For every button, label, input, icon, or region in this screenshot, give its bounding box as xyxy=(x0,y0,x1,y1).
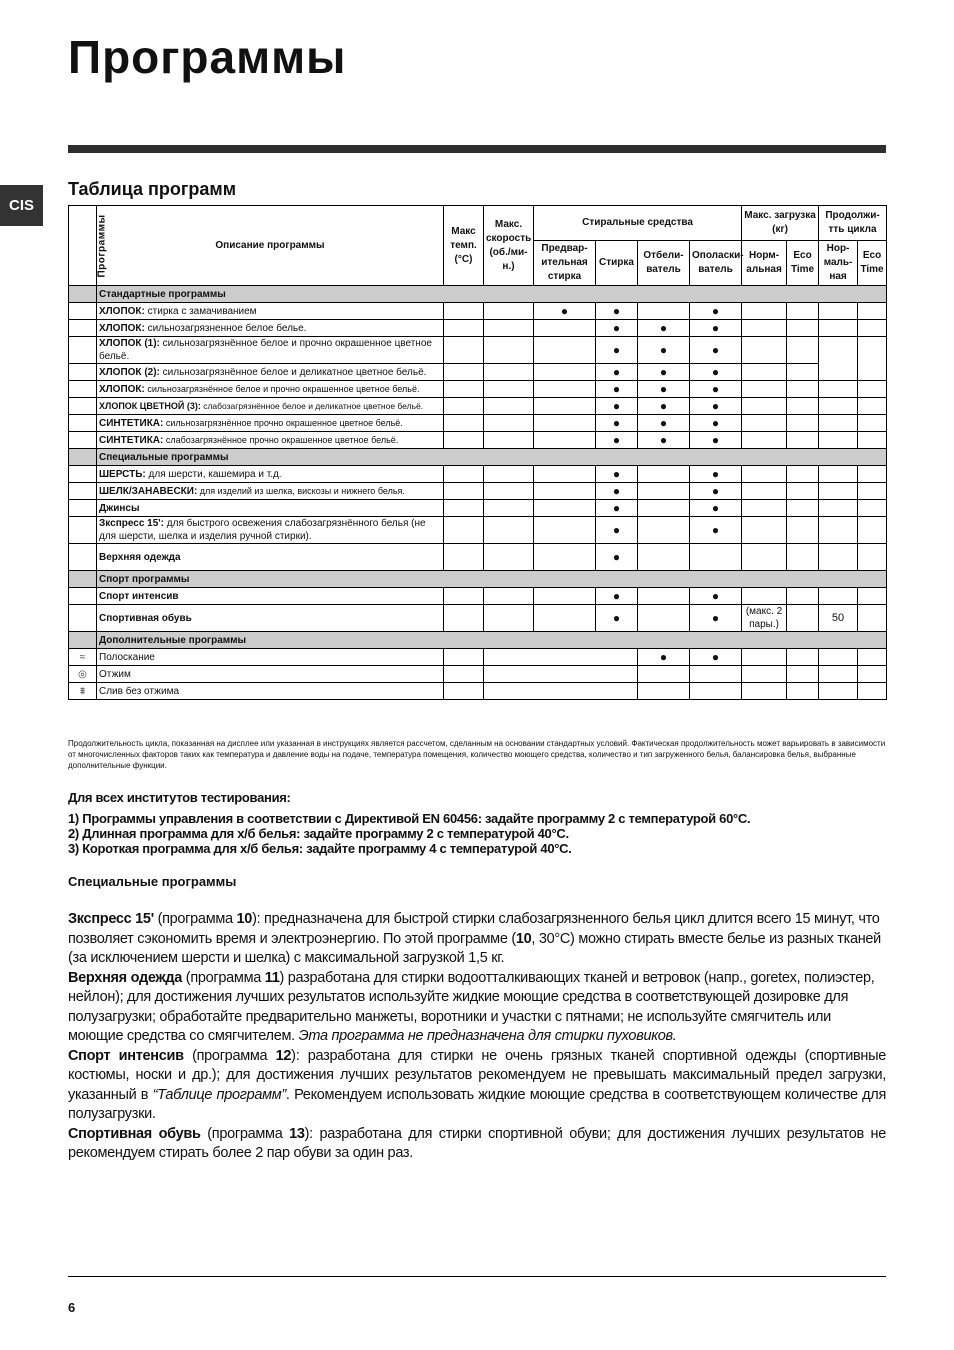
bleach-cell: ● xyxy=(638,364,690,381)
bleach-cell: ● xyxy=(638,649,690,666)
wash-cell: ● xyxy=(596,588,638,605)
table-row xyxy=(69,337,887,364)
testing-item: 1) Программы управления в соответствии с Директивой EN 60456: задайте программу 2 с температурой 60°С. xyxy=(68,811,751,826)
program-description: Спорт интенсив xyxy=(97,588,444,605)
softener-cell xyxy=(690,666,742,683)
softener-cell: ● xyxy=(690,432,742,449)
prewash-cell xyxy=(534,398,596,415)
program-description: Зкспресс 15': для быстрого освежения слабозагрязнённого белья (не для шерсти, шелка и изделия ручной стирки). xyxy=(97,517,444,544)
table-row xyxy=(69,588,887,605)
prewash-cell xyxy=(534,337,596,364)
softener-cell: ● xyxy=(690,337,742,364)
program-description: Спортивная обувь xyxy=(97,605,444,632)
section-title: Специальные программы xyxy=(97,449,887,466)
softener-cell: ● xyxy=(690,303,742,320)
program-description: ХЛОПОК: стирка с замачиванием xyxy=(97,303,444,320)
language-tab: CIS xyxy=(0,185,43,226)
header-programs: Программы xyxy=(69,206,97,286)
softener-cell: ● xyxy=(690,381,742,398)
sport-intensive-paragraph: Спорт интенсив (программа 12): разработана для стирки не очень грязных тканей спортивной одежды (спортивные костюмы, носки и др.); для достижения лучших результатов рекомендуем не превышать максимальный предел загрузки, указанный в “Таблице программ”. Рекомендуем использовать жидкие моющие средства в соответствующем количестве для полузагрузки. xyxy=(68,1047,887,1122)
softener-cell: ● xyxy=(690,649,742,666)
program-description: Верхняя одежда xyxy=(97,544,444,571)
header-prewash: Предвар-ительная стирка xyxy=(534,241,596,286)
table-row xyxy=(69,398,887,415)
bleach-cell: ● xyxy=(638,432,690,449)
table-row xyxy=(69,683,887,700)
special-programs-heading: Специальные программы xyxy=(68,874,237,889)
section-row xyxy=(69,449,887,466)
softener-cell xyxy=(690,544,742,571)
table-row xyxy=(69,466,887,483)
testing-item: 3) Короткая программа для х/б белья: задайте программу 4 с температурой 40°С. xyxy=(68,841,572,856)
program-description: СИНТЕТИКА: слабозагрязнённое прочно окрашенное цветное бельё. xyxy=(97,432,444,449)
program-description: ХЛОПОК: сильнозагрязненное белое белье. xyxy=(97,320,444,337)
rinse-icon: ≈ xyxy=(69,649,97,666)
wash-cell: ● xyxy=(596,500,638,517)
header-description: Описание программы xyxy=(97,206,444,286)
program-description: ХЛОПОК ЦВЕТНОЙ (3): слабозагрязнённое белое и деликатное цветное бельё. xyxy=(97,398,444,415)
table-row xyxy=(69,666,887,683)
program-description: ХЛОПОК (1): сильнозагрязнённое белое и прочно окрашенное цветное бельё. xyxy=(97,337,444,364)
softener-cell: ● xyxy=(690,517,742,544)
table-row xyxy=(69,500,887,517)
section-row xyxy=(69,286,887,303)
program-description: Полоскание xyxy=(97,649,444,666)
bleach-cell: ● xyxy=(638,337,690,364)
program-description: ХЛОПОК: сильнозагрязнённое белое и прочно окрашенное цветное бельё. xyxy=(97,381,444,398)
load-normal-cell xyxy=(742,588,787,605)
prewash-cell xyxy=(534,364,596,381)
table-row xyxy=(69,303,887,320)
header-detergents: Стиральные средства xyxy=(534,206,742,241)
bleach-cell xyxy=(638,683,690,700)
section-row xyxy=(69,632,887,649)
program-description: Отжим xyxy=(97,666,444,683)
page-title: Программы xyxy=(68,31,347,83)
wash-cell: ● xyxy=(596,364,638,381)
header-max-temp: Макс темп. (°C) xyxy=(444,206,484,286)
sport-shoes-paragraph: Спортивная обувь (программа 13): разработана для стирки спортивной обуви; для достижения лучших результатов не рекомендуем стирать более 2 пар обуви за один раз. xyxy=(68,1125,886,1161)
duration-footnote: Продолжительность цикла, показанная на дисплее или указанная в инструкциях является рассчетом, сделанным на основании стандартных условий. Фактическая продолжительность может варьировать в зависимости от многочисленных факторов таких как температура и давление воды на подаче, температура помещения, количество моющего средства, количество и тип загруженного белья, балансировка белья, выбранные дополнительные функции. xyxy=(68,739,886,770)
page-number: 6 xyxy=(68,1300,76,1315)
softener-cell: ● xyxy=(690,483,742,500)
wash-cell: ● xyxy=(596,483,638,500)
bleach-cell: ● xyxy=(638,381,690,398)
softener-cell xyxy=(690,683,742,700)
wash-cell: ● xyxy=(596,544,638,571)
table-row xyxy=(69,605,887,632)
header-bleach: Отбели-ватель xyxy=(638,241,690,286)
program-description: ШЕРСТЬ: для шерсти, кашемира и т.д. xyxy=(97,466,444,483)
section-title: Дополнительные программы xyxy=(97,632,887,649)
section-row xyxy=(69,571,887,588)
program-description: ШЕЛК/ЗАНАВЕСКИ: для изделий из шелка, вискозы и нижнего белья. xyxy=(97,483,444,500)
wash-cell: ● xyxy=(596,320,638,337)
wash-cell: ● xyxy=(596,605,638,632)
prewash-cell xyxy=(534,432,596,449)
header-dur-normal: Нор-маль-ная xyxy=(819,241,858,286)
testing-item: 2) Длинная программа для х/б белья: задайте программу 2 с температурой 40°С. xyxy=(68,826,569,841)
softener-cell: ● xyxy=(690,605,742,632)
header-max-speed: Макс. скорость (об./ми-н.) xyxy=(484,206,534,286)
bleach-cell: ● xyxy=(638,415,690,432)
table-row xyxy=(69,381,887,398)
bleach-cell: ● xyxy=(638,320,690,337)
table-row xyxy=(69,649,887,666)
table-row xyxy=(69,544,887,571)
table-row xyxy=(69,483,887,500)
header-load-normal: Норм-альная xyxy=(742,241,787,286)
wash-cell: ● xyxy=(596,517,638,544)
softener-cell: ● xyxy=(690,364,742,381)
header-dur-eco: Eco Time xyxy=(858,241,887,286)
softener-cell: ● xyxy=(690,398,742,415)
title-divider xyxy=(68,145,886,153)
softener-cell: ● xyxy=(690,320,742,337)
outerwear-paragraph: Верхняя одежда (программа 11) разработана для стирки водоотталкивающих тканей и ветровок (напр., goretex, полиэстер, нейлон); для достижения лучших результатов используйте жидкие моющие средства в соответствующей дозировке для полузагрузки; обработайте предварительно манжеты, воротники и участки с пятнами; не используйте смягчитель или моющие средства со смягчителем. Эта программа не предназначена для стирки пуховиков. xyxy=(68,969,875,1044)
softener-cell: ● xyxy=(690,500,742,517)
header-softener: Ополаски-ватель xyxy=(690,241,742,286)
programs-table xyxy=(68,205,887,700)
table-title: Таблица программ xyxy=(68,179,237,199)
express-paragraph: Зкспресс 15' (программа 10): предназначена для быстрой стирки слабозагрязненного белья цикл длится всего 15 минут, что позволяет сэкономить время и электроэнергию. По этой программе (10, 30°С) можно стирать вместе белье из разных тканей (за исключением шерсти и шелка) с максимальной загрузкой 1,5 кг. xyxy=(68,911,881,966)
wash-cell: ● xyxy=(596,432,638,449)
bleach-cell: ● xyxy=(638,398,690,415)
table-row xyxy=(69,364,887,381)
program-description: Джинсы xyxy=(97,500,444,517)
wash-cell: ● xyxy=(596,466,638,483)
prewash-cell: ● xyxy=(534,303,596,320)
program-description: Слив без отжима xyxy=(97,683,444,700)
table-row xyxy=(69,415,887,432)
table-row xyxy=(69,517,887,544)
wash-cell: ● xyxy=(596,398,638,415)
testing-instructions xyxy=(68,790,886,856)
duration-normal-cell: 50 xyxy=(819,605,858,632)
bleach-cell xyxy=(638,666,690,683)
section-title: Стандартные программы xyxy=(97,286,887,303)
prewash-cell xyxy=(534,320,596,337)
header-wash: Стирка xyxy=(596,241,638,286)
wash-cell: ● xyxy=(596,415,638,432)
testing-heading: Для всех институтов тестирования: xyxy=(68,790,291,805)
wash-cell: ● xyxy=(596,303,638,320)
table-row xyxy=(69,320,887,337)
load-normal-cell: (макс. 2 пары.) xyxy=(742,605,787,632)
spin-icon: ◎ xyxy=(69,666,97,683)
header-load-eco: Eco Time xyxy=(787,241,819,286)
header-duration: Продолжи-тть цикла xyxy=(819,206,887,241)
header-max-load: Макс. загрузка (кг) xyxy=(742,206,819,241)
footer-divider xyxy=(68,1276,886,1277)
duration-normal-cell xyxy=(819,588,858,605)
special-programs-text xyxy=(68,910,886,1164)
drain-icon: ⩩ xyxy=(69,683,97,700)
table-row xyxy=(69,432,887,449)
wash-cell: ● xyxy=(596,337,638,364)
program-description: ХЛОПОК (2): сильнозагрязнённое белое и деликатное цветное бельё. xyxy=(97,364,444,381)
bleach-cell xyxy=(638,303,690,320)
wash-cell: ● xyxy=(596,381,638,398)
softener-cell: ● xyxy=(690,415,742,432)
prewash-cell xyxy=(534,381,596,398)
prewash-cell xyxy=(534,415,596,432)
softener-cell: ● xyxy=(690,588,742,605)
section-title: Спорт программы xyxy=(97,571,887,588)
program-description: СИНТЕТИКА: сильнозагрязнённое прочно окрашенное цветное бельё. xyxy=(97,415,444,432)
softener-cell: ● xyxy=(690,466,742,483)
